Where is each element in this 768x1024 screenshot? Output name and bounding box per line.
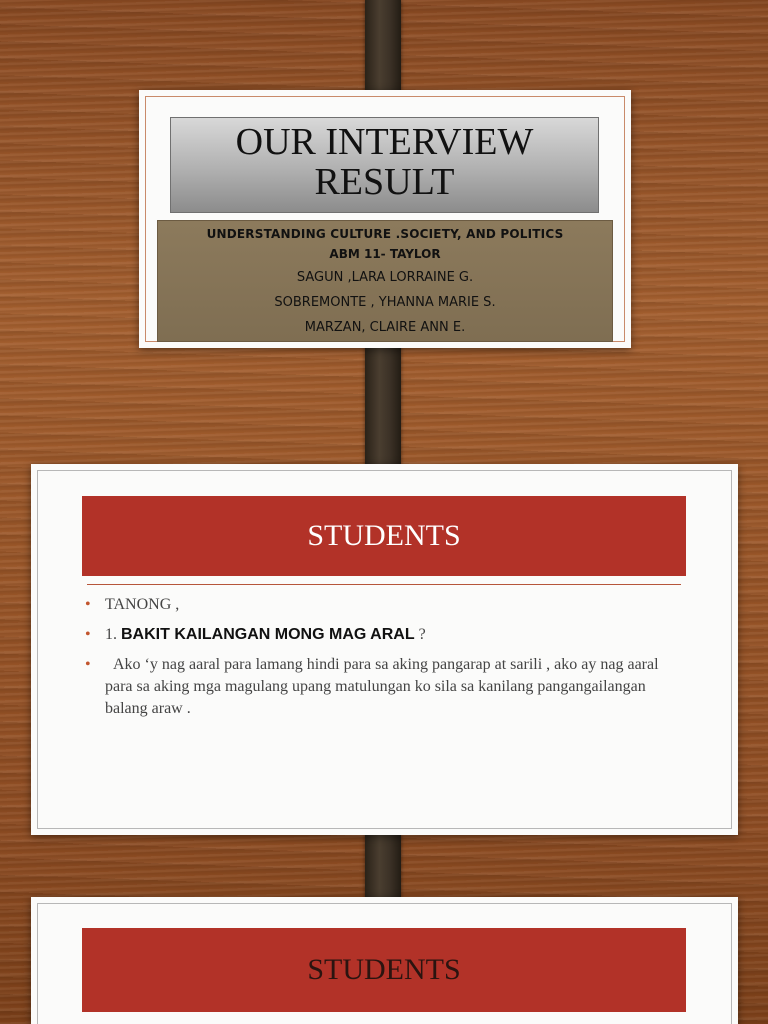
- answer-text: Ako ‘y nag aaral para lamang hindi para sa aking pangarap at sarili , ako ay nag aaral para sa aking mga magulang upang matulungan ko sila sa kanilang pangangailangan balang araw .: [105, 656, 663, 717]
- course-name: UNDERSTANDING CULTURE .SOCIETY, AND POLITICS: [206, 227, 564, 241]
- member-name: SOBREMONTE , YHANNA MARIE S.: [274, 295, 496, 310]
- slide-title-box: [170, 117, 599, 213]
- bullet-dot-icon: •: [85, 596, 91, 613]
- question-suffix: ?: [414, 626, 426, 643]
- title-slide-thumbnail[interactable]: [139, 90, 631, 348]
- section-name: ABM 11- TAYLOR: [329, 247, 441, 261]
- member-name: MARZAN, CLAIRE ANN E.: [304, 320, 466, 335]
- bullet-item: [85, 654, 685, 720]
- slide-title-line-1: OUR INTERVIEW: [235, 121, 534, 163]
- question-number: 1.: [105, 626, 121, 643]
- slide-header: STUDENTS: [82, 928, 686, 1012]
- header-divider: [87, 584, 681, 585]
- bullet-item: [85, 594, 685, 616]
- bullet-text: TANONG ,: [105, 596, 180, 613]
- students-slide-thumbnail[interactable]: [31, 897, 738, 1024]
- bullet-dot-icon: •: [85, 656, 91, 673]
- bullet-list: [85, 594, 685, 728]
- slide-title-line-2: RESULT: [314, 161, 455, 203]
- slide-subtitle-box: [157, 220, 613, 342]
- bullet-dot-icon: •: [85, 626, 91, 643]
- slide-header: STUDENTS: [82, 496, 686, 576]
- question-text: BAKIT KAILANGAN MONG MAG ARAL: [121, 626, 415, 643]
- students-slide-thumbnail[interactable]: [31, 464, 738, 835]
- member-name: SAGUN ,LARA LORRAINE G.: [296, 270, 474, 285]
- hanging-strap-middle: [365, 342, 401, 480]
- bullet-item: [85, 624, 685, 646]
